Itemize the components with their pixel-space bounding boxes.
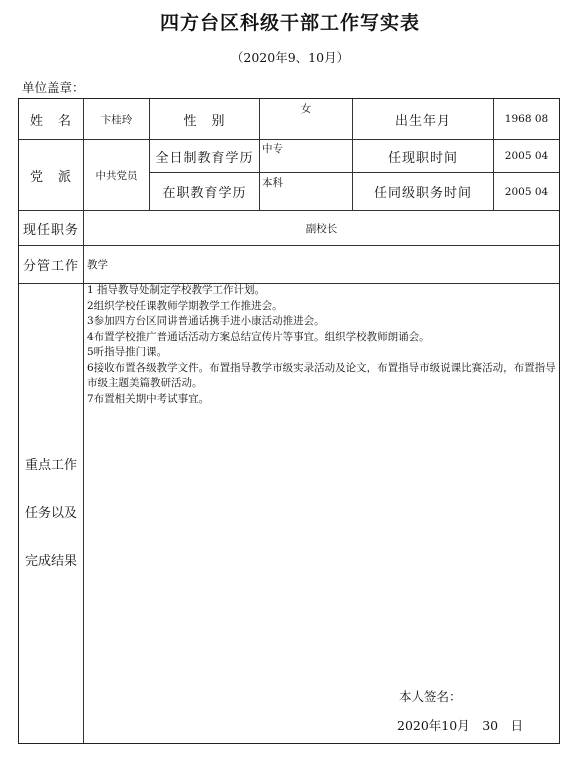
task-item: 7布置相关期中考试事宜。: [87, 392, 210, 405]
birth-value: 1968 08: [504, 113, 549, 125]
party-value: 中共党员: [95, 169, 138, 182]
key-tasks-label-line: 完成结果: [24, 553, 77, 569]
task-item: 1 指导教导处制定学校教学工作计划。: [87, 284, 266, 296]
key-tasks-list: [87, 283, 557, 407]
inservice-education-value: 本科: [262, 177, 283, 189]
task-item: 6接收布置各级教学文件。布置指导教学市级实录活动及论文，布置指导市级说课比赛活动，布置指导市级主题美篇教研活动。: [87, 361, 556, 389]
same-level-time-label: 任同级职务时间: [373, 186, 472, 201]
fulltime-education-value: 中专: [262, 143, 283, 155]
birth-label: 出生年月: [394, 113, 451, 129]
duties-label: 分管工作: [22, 259, 79, 274]
same-level-time-value: 2005 04: [504, 185, 549, 198]
form-title: 四方台区科级干部工作写实表: [159, 12, 420, 34]
current-post-time-value: 2005 04: [504, 150, 549, 162]
task-item: 5听指导推门课。: [87, 346, 168, 358]
key-tasks-label-line: 任务以及: [24, 505, 77, 521]
key-tasks-label-line: 重点工作: [24, 457, 77, 473]
form-period: （2020年9、10月）: [230, 50, 350, 65]
task-item: 3参加四方台区同讲普通话携手进小康活动推进会。: [87, 315, 325, 327]
key-tasks-label: [19, 284, 83, 743]
signature-date: 2020年10月 30 日: [397, 718, 524, 733]
duties-value: 教学: [87, 259, 108, 271]
position-value: 副校长: [305, 222, 338, 235]
cadre-record-table: [18, 98, 560, 744]
party-label: 党 派: [29, 169, 72, 185]
inservice-education-label: 在职教育学历: [162, 186, 247, 201]
gender-value: 女: [300, 103, 312, 115]
position-label: 现任职务: [22, 222, 79, 238]
unit-seal-label: 单位盖章：: [22, 80, 85, 95]
name-value: 卞桂玲: [100, 113, 133, 126]
name-label: 姓 名: [29, 113, 72, 129]
task-item: 2组织学校任课教师学期教学工作推进会。: [87, 299, 283, 312]
gender-label: 性 别: [183, 113, 226, 129]
signature-label: 本人签名：: [399, 689, 462, 704]
fulltime-education-label: 全日制教育学历: [155, 150, 254, 166]
current-post-time-label: 任现职时间: [387, 150, 458, 166]
task-item: 4布置学校推广普通话活动方案总结宣传片等事宜。组织学校教师朗诵会。: [87, 330, 430, 343]
